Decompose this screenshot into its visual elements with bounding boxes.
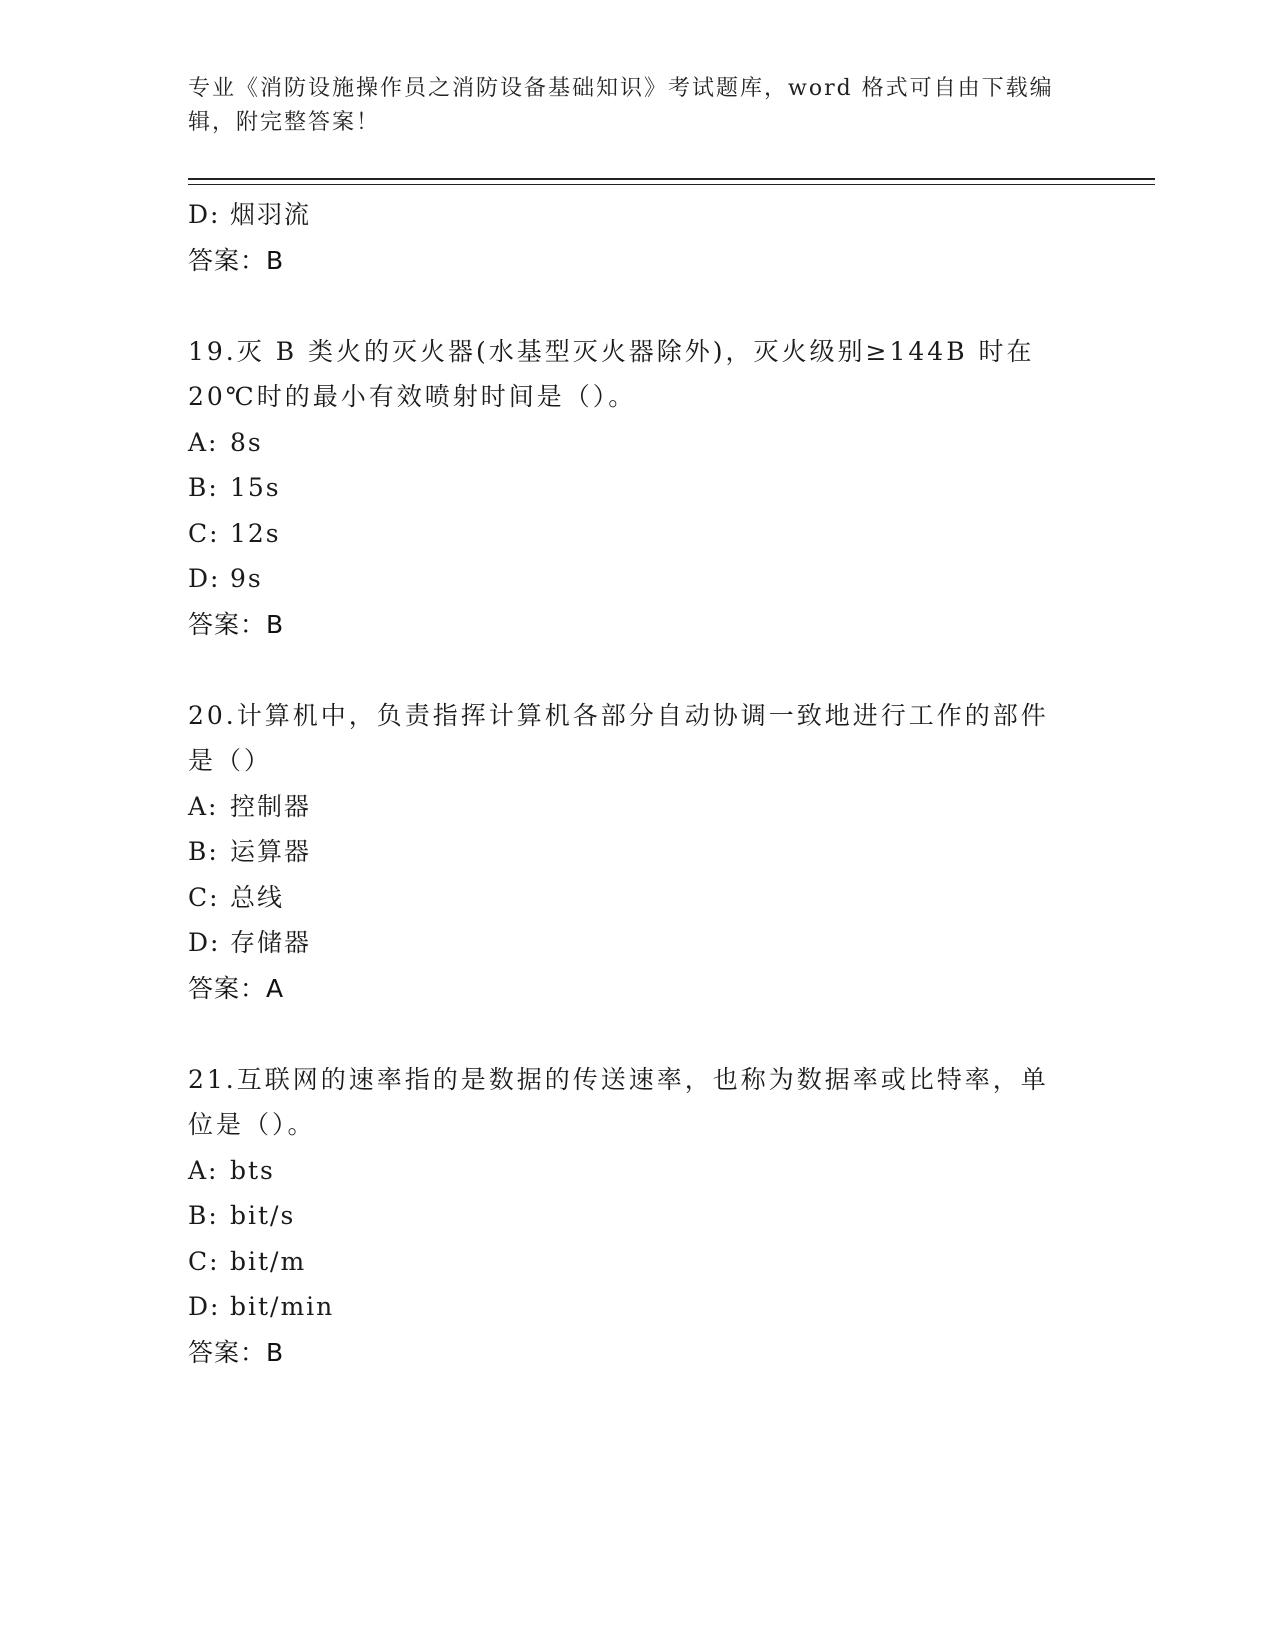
option-text: 运算器 — [230, 837, 312, 866]
option-label: A: — [188, 791, 219, 821]
option-b — [188, 1193, 1088, 1239]
answer-line: 答案：B — [188, 1337, 285, 1367]
question-line-2: 是（） — [188, 746, 273, 775]
option-text: 控制器 — [230, 791, 312, 821]
answer-line: 答案：B — [188, 609, 285, 639]
option-text: 存储器 — [230, 928, 312, 957]
option-text: 15s — [230, 473, 281, 502]
question-20 — [188, 693, 1088, 1012]
header-rule-thin — [188, 184, 1155, 185]
option-b — [188, 829, 1088, 875]
option-b — [188, 465, 1088, 511]
option-d — [188, 556, 1088, 602]
option-label: B: — [188, 1201, 219, 1230]
header-line-1: 专业《消防设施操作员之消防设备基础知识》考试题库，word 格式可自由下载编 — [188, 76, 1054, 101]
option-label: B: — [188, 837, 219, 866]
option-label: D: — [188, 1292, 221, 1321]
option-label: D: — [188, 928, 221, 957]
question-text — [188, 1057, 1078, 1148]
answer-line: 答案：A — [188, 973, 285, 1003]
option-label: B: — [188, 473, 219, 502]
question-text — [188, 329, 1078, 420]
header-rule-thick — [188, 178, 1155, 180]
option-d — [188, 920, 1088, 966]
spacer — [188, 647, 1088, 693]
question-text — [188, 693, 1078, 784]
option-text: bts — [230, 1155, 275, 1185]
option-text: 9s — [230, 564, 263, 593]
option-c — [188, 875, 1088, 921]
option-text: 烟羽流 — [230, 200, 312, 229]
question-21 — [188, 1057, 1088, 1376]
question-line-1: 21.互联网的速率指的是数据的传送速率，也称为数据率或比特率，单 — [188, 1064, 1049, 1094]
option-label: A: — [188, 1155, 219, 1185]
option-label: C: — [188, 882, 220, 912]
question-line-1: 19.灭 B 类火的灭火器(水基型灭火器除外)，灭火级别≥144B 时在 — [188, 336, 1035, 366]
option-text: bit/min — [230, 1292, 335, 1321]
option-text: bit/s — [230, 1201, 296, 1230]
question-list — [188, 192, 1088, 1375]
option-label: C: — [188, 1246, 220, 1276]
option-text: 总线 — [230, 882, 285, 912]
question-19 — [188, 329, 1088, 648]
header-line-2: 辑，附完整答案！ — [188, 110, 381, 135]
option-a — [188, 784, 1088, 830]
question-line-2: 20℃时的最小有效喷射时间是（）。 — [188, 382, 637, 411]
option-a — [188, 1148, 1088, 1194]
spacer — [188, 1011, 1088, 1057]
spacer — [188, 283, 1088, 329]
option-label: D: — [188, 200, 221, 229]
option-label: A: — [188, 427, 219, 457]
option-text: bit/m — [230, 1246, 307, 1276]
question-line-1: 20.计算机中，负责指挥计算机各部分自动协调一致地进行工作的部件 — [188, 700, 1049, 730]
option-label: D: — [188, 564, 221, 593]
option-text: 8s — [230, 427, 263, 457]
option-d — [188, 1284, 1088, 1330]
option-d — [188, 192, 1088, 238]
option-label: C: — [188, 518, 220, 548]
option-text: 12s — [230, 518, 281, 548]
option-a — [188, 420, 1088, 466]
question-line-2: 位是（）。 — [188, 1110, 316, 1139]
document-header — [188, 72, 1078, 140]
option-c — [188, 1239, 1088, 1285]
answer-line: 答案：B — [188, 245, 285, 275]
option-c — [188, 511, 1088, 557]
